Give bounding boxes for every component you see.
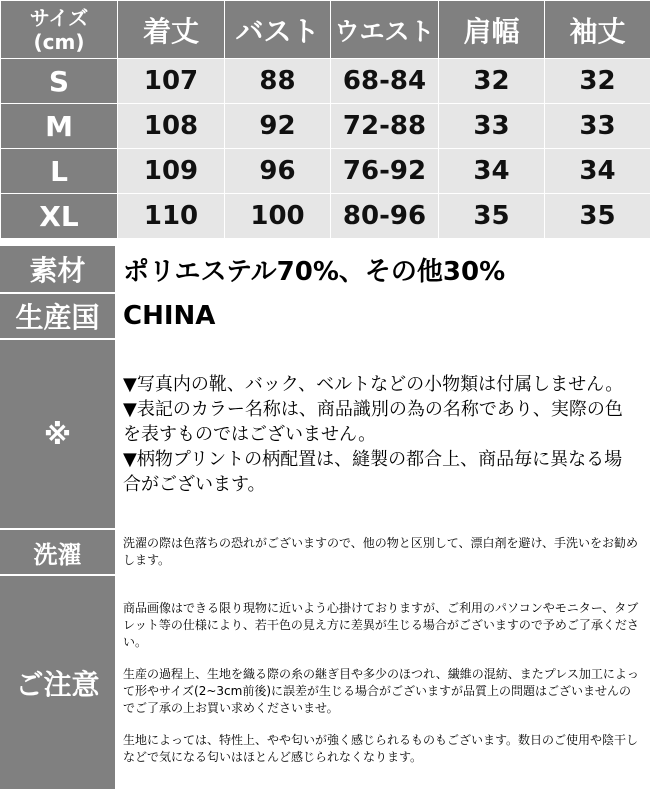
size-row-s (1, 59, 650, 104)
size-corner-cell (1, 1, 118, 59)
origin-row (0, 294, 650, 338)
size-value-bust: 96 (225, 149, 331, 194)
size-label: M (1, 104, 118, 149)
size-value-length: 109 (118, 149, 225, 194)
column-header-shoulder: 肩幅 (439, 1, 545, 59)
size-table-header-row (1, 1, 650, 59)
column-header-sleeve: 袖丈 (545, 1, 650, 59)
size-value-waist: 76-92 (331, 149, 439, 194)
origin-value: CHINA (117, 294, 650, 338)
size-corner-title: サイズ (29, 5, 89, 30)
material-row (0, 246, 650, 292)
size-row-xl (1, 194, 650, 239)
size-value-sleeve: 34 (545, 149, 650, 194)
size-label: L (1, 149, 118, 194)
material-value: ポリエステル70%、その他30% (117, 246, 650, 292)
caution-content (117, 576, 650, 789)
washing-row (0, 530, 650, 574)
caution-paragraph: 生地によっては、特性上、やや匂いが強く感じられるものもございます。数日のご使用や陰干しなどで気になる匂いはほとんど感じられなくなります。 (123, 732, 639, 764)
material-label: 素材 (0, 246, 117, 292)
size-label: XL (1, 194, 118, 239)
size-value-sleeve: 33 (545, 104, 650, 149)
size-value-bust: 88 (225, 59, 331, 104)
washing-content (117, 530, 650, 574)
size-value-bust: 100 (225, 194, 331, 239)
washing-text: 洗濯の際は色落ちの恐れがございますので、他の物と区別して、漂白剤を避け、手洗いをお勧めします。 (123, 536, 639, 567)
size-row-l (1, 149, 650, 194)
washing-label: 洗濯 (0, 530, 117, 574)
size-value-waist: 80-96 (331, 194, 439, 239)
notes-row (0, 340, 650, 528)
note-item: ▼柄物プリントの柄配置は、縫製の都合上、商品毎に異なる場合がございます。 (123, 448, 623, 495)
caution-paragraph: 生産の過程上、生地を織る際の糸の継ぎ目や多少のほつれ、繊維の混紡、またプレス加工によって形やサイズ(2~3cm前後)に誤差が生じる場合がございますが品質上の問題はございませんのでご了承の上お買い求めくださいませ。 (123, 666, 639, 715)
size-label: S (1, 59, 118, 104)
size-table (0, 0, 650, 239)
size-value-waist: 68-84 (331, 59, 439, 104)
size-value-length: 107 (118, 59, 225, 104)
note-item: ▼表記のカラー名称は、商品識別の為の名称であり、実際の色を表すものではございません。 (123, 398, 623, 445)
size-row-m (1, 104, 650, 149)
size-value-shoulder: 33 (439, 104, 545, 149)
size-corner-unit: (cm) (33, 29, 85, 54)
size-value-shoulder: 34 (439, 149, 545, 194)
caution-paragraphs (123, 600, 640, 766)
column-header-waist: ウエスト (331, 1, 439, 59)
size-value-sleeve: 35 (545, 194, 650, 239)
notes-list (123, 372, 636, 497)
size-value-shoulder: 35 (439, 194, 545, 239)
size-value-bust: 92 (225, 104, 331, 149)
caution-row (0, 576, 650, 789)
column-header-length: 着丈 (118, 1, 225, 59)
notes-content (117, 340, 650, 528)
size-value-sleeve: 32 (545, 59, 650, 104)
caution-label: ご注意 (0, 576, 117, 789)
column-header-bust: バスト (225, 1, 331, 59)
size-value-shoulder: 32 (439, 59, 545, 104)
notes-label: ※ (0, 340, 117, 528)
size-value-length: 110 (118, 194, 225, 239)
size-value-waist: 72-88 (331, 104, 439, 149)
caution-paragraph: 商品画像はできる限り現物に近いよう心掛けておりますが、ご利用のパソコンやモニター、タブレット等の仕様により、若干色の見え方に差異が生じる場合がございますので予めご了承ください。 (123, 600, 639, 649)
size-value-length: 108 (118, 104, 225, 149)
note-item: ▼写真内の靴、バック、ベルトなどの小物類は付属しません。 (123, 373, 624, 395)
origin-label: 生産国 (0, 294, 117, 338)
